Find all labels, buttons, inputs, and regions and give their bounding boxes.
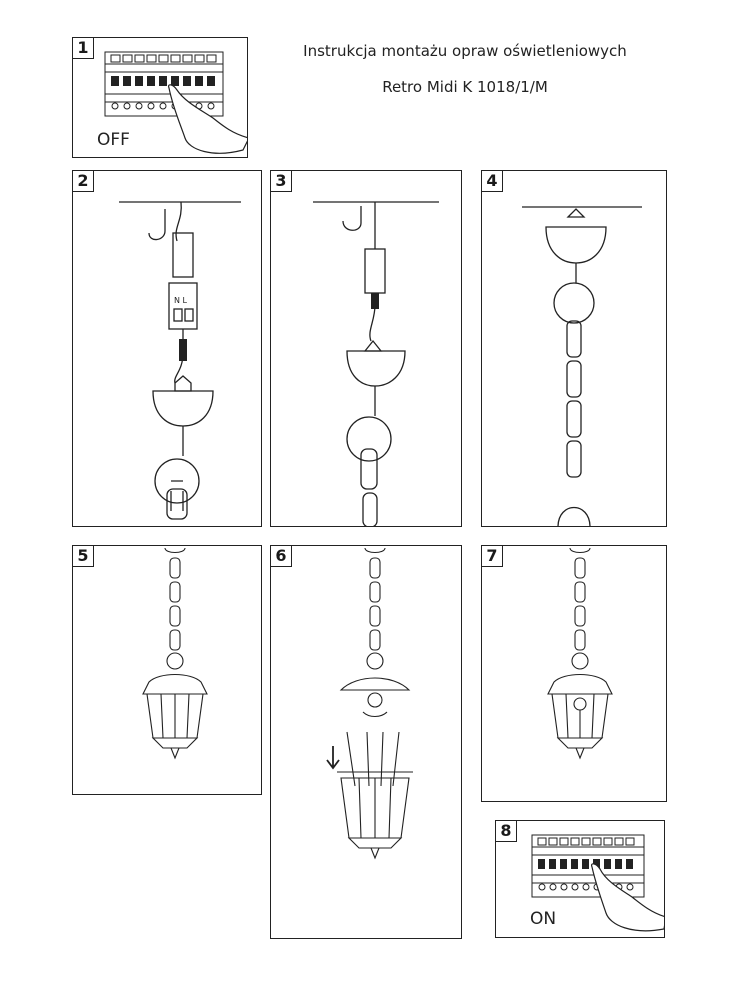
lantern-with-bulb-illustration bbox=[482, 546, 667, 802]
step-7-panel bbox=[481, 545, 667, 802]
lantern-assembled-illustration bbox=[73, 546, 262, 795]
step-6-panel bbox=[270, 545, 462, 939]
wire-connection-illustration bbox=[73, 171, 262, 527]
breaker-panel-on-illustration bbox=[496, 821, 665, 938]
step-number: 3 bbox=[270, 170, 292, 192]
step-number: 5 bbox=[72, 545, 94, 567]
chain-hanging-illustration bbox=[482, 171, 667, 527]
step-number: 7 bbox=[481, 545, 503, 567]
off-label: OFF bbox=[97, 130, 130, 150]
step-number: 1 bbox=[72, 37, 94, 59]
step-8-panel bbox=[495, 820, 665, 938]
product-model: Retro Midi K 1018/1/M bbox=[382, 78, 548, 96]
step-2-panel bbox=[72, 170, 262, 527]
document-title: Instrukcja montażu opraw oświetleniowych bbox=[303, 42, 627, 60]
step-5-panel bbox=[72, 545, 262, 795]
step-number: 4 bbox=[481, 170, 503, 192]
step-1-panel bbox=[72, 37, 248, 158]
on-label: ON bbox=[530, 909, 557, 929]
step-number: 6 bbox=[270, 545, 292, 567]
wire-terminal-labels: N L bbox=[174, 296, 187, 305]
lantern-glass-install-illustration bbox=[271, 546, 462, 939]
step-4-panel bbox=[481, 170, 667, 527]
step-3-panel bbox=[270, 170, 462, 527]
canopy-mount-illustration bbox=[271, 171, 462, 527]
step-number: 2 bbox=[72, 170, 94, 192]
step-number: 8 bbox=[495, 820, 517, 842]
